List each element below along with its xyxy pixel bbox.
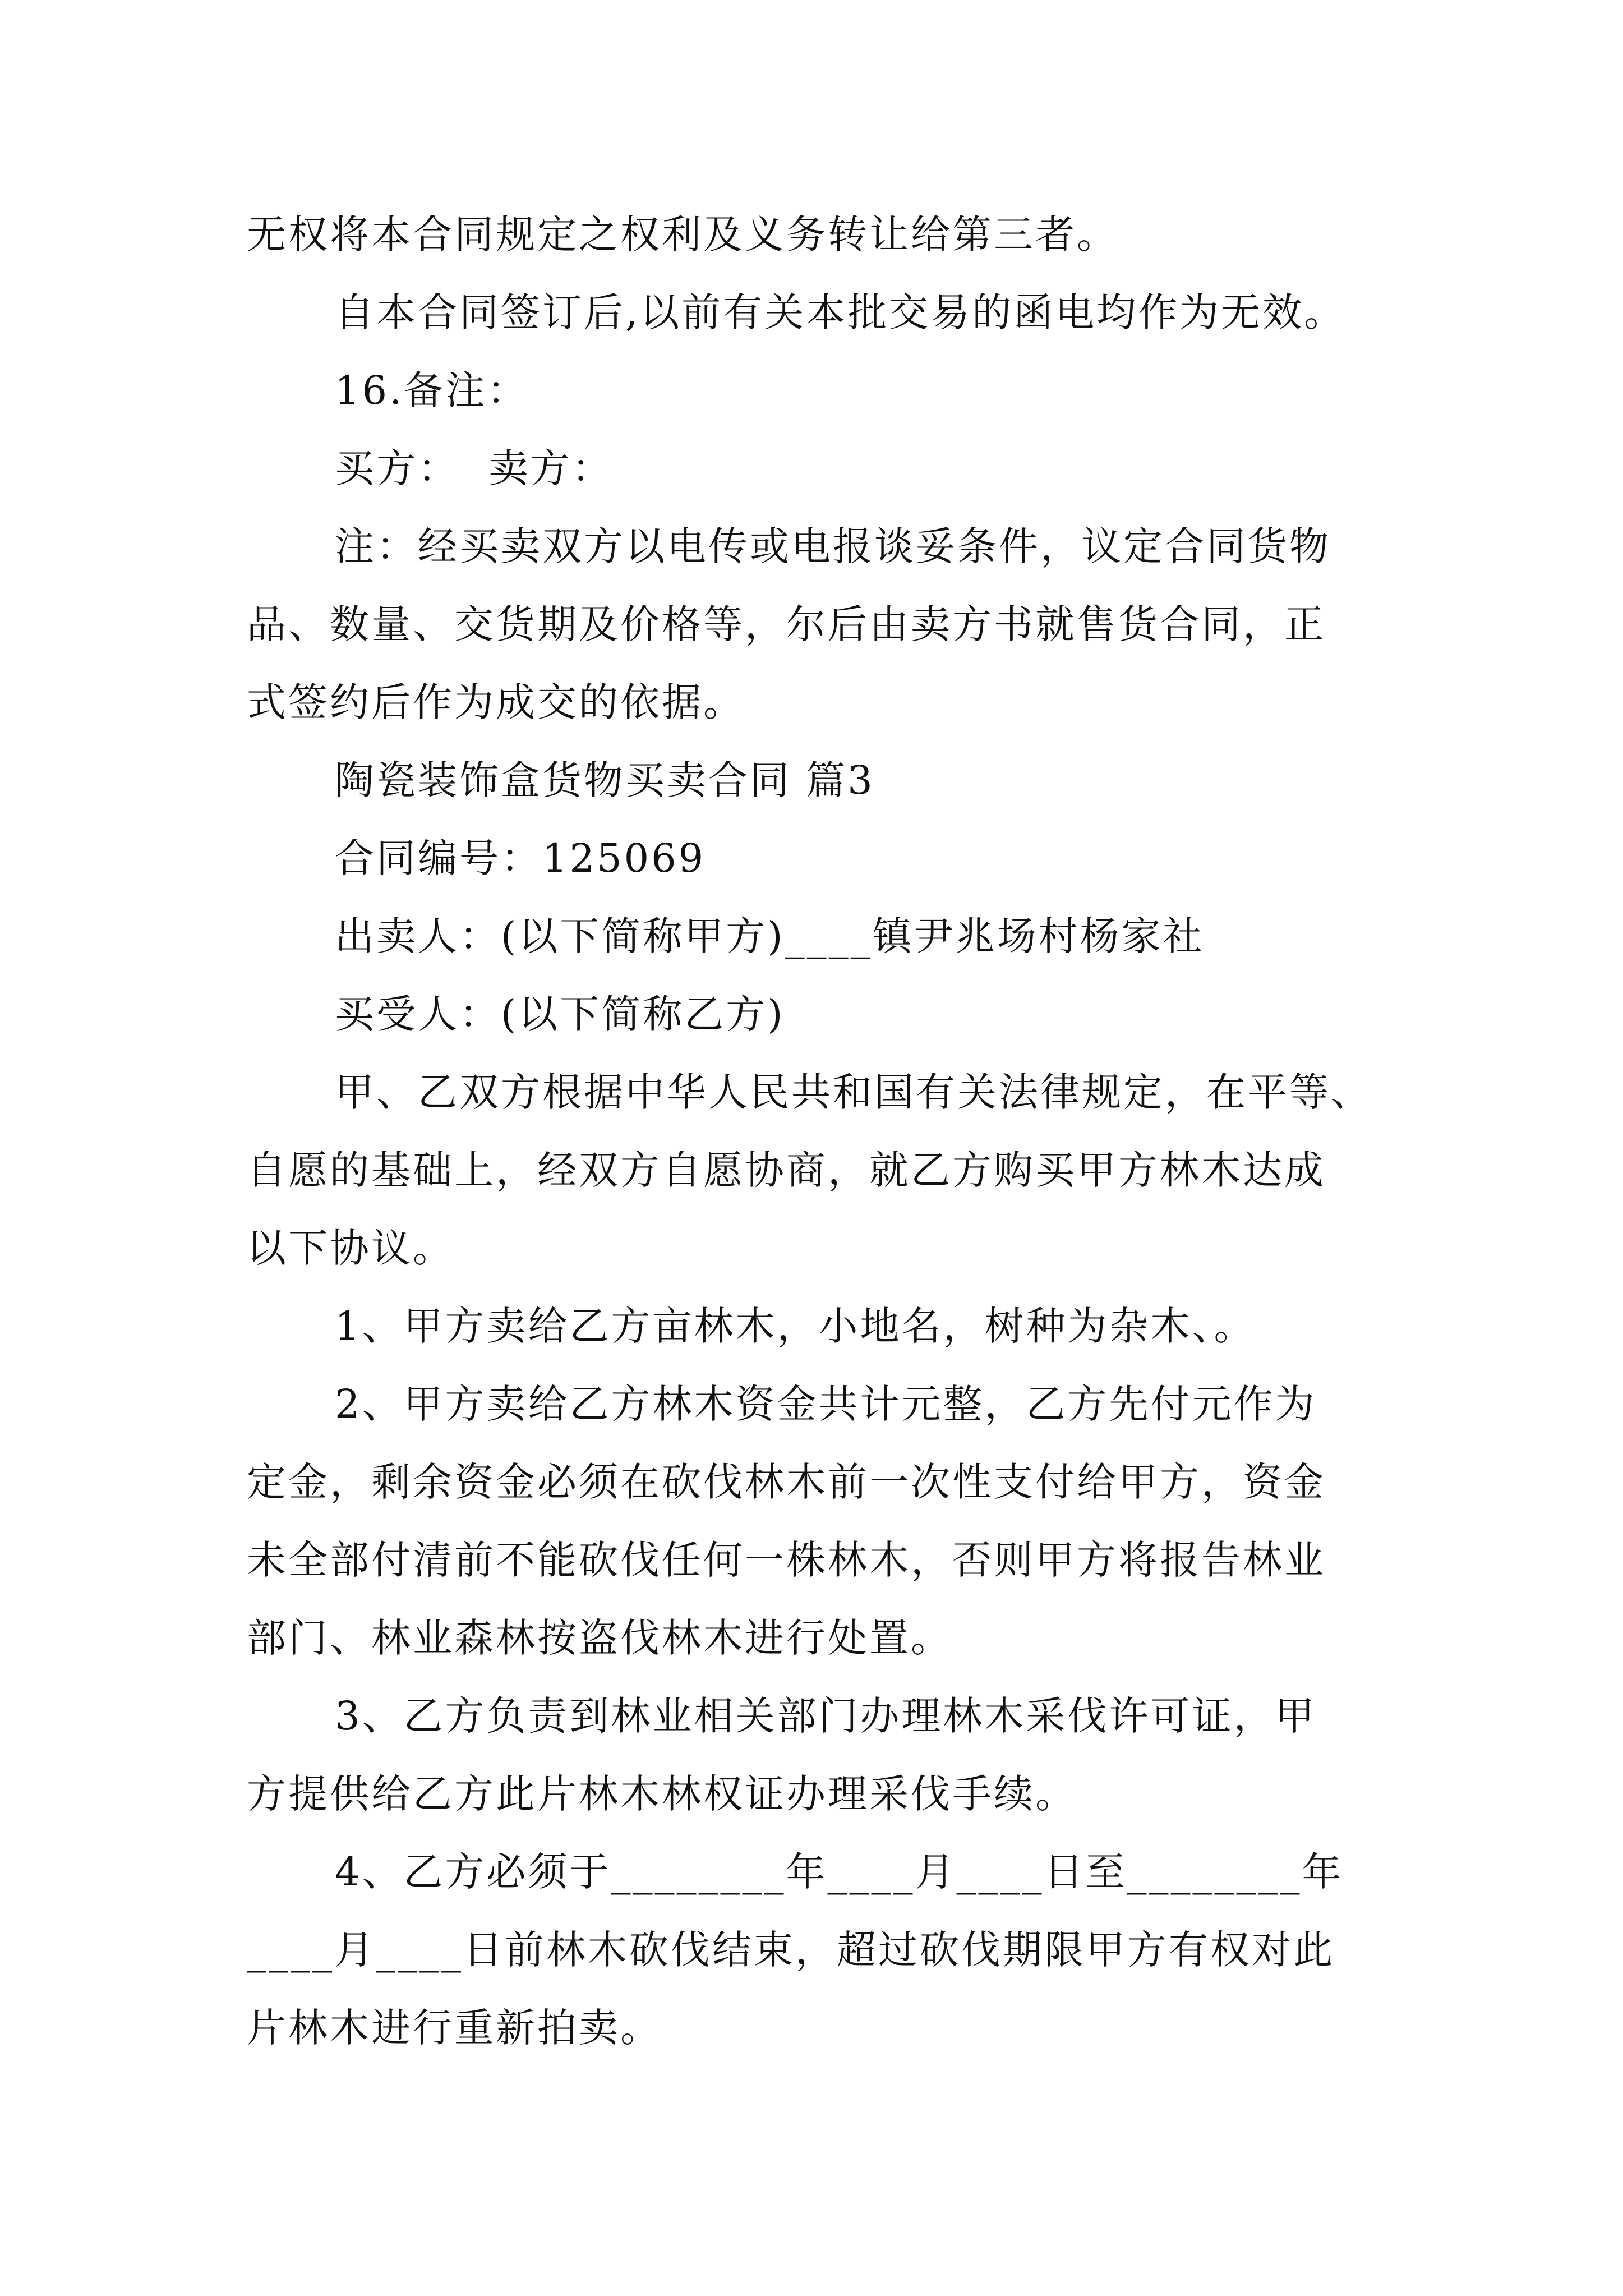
text-line: 甲、乙双方根据中华人民共和国有关法律规定，在平等、 (335, 1069, 1372, 1115)
text-line: 自本合同签订后,以前有关本批交易的函电均作为无效。 (335, 289, 1346, 335)
section-heading: 陶瓷装饰盒货物买卖合同 篇3 (335, 757, 875, 803)
text-line: 定金，剩余资金必须在砍伐林木前一次性支付给甲方，资金 (247, 1459, 1326, 1505)
text-line: 以下协议。 (247, 1225, 454, 1271)
text-line: 16.备注： (335, 367, 529, 413)
text-line: 品、数量、交货期及价格等，尔后由卖方书就售货合同，正 (247, 601, 1326, 647)
text-line: 4、乙方必须于________年____月____日至________年 (335, 1849, 1344, 1895)
text-line: 部门、林业森林按盗伐林木进行处置。 (247, 1615, 952, 1661)
text-line: 买受人：(以下简称乙方) (335, 991, 785, 1037)
text-line: 2、甲方卖给乙方林木资金共计元整，乙方先付元作为 (335, 1381, 1317, 1427)
text-line: 方提供给乙方此片林木林权证办理采伐手续。 (247, 1771, 1077, 1817)
text-line: 未全部付清前不能砍伐任何一株林木，否则甲方将报告林业 (247, 1537, 1326, 1583)
text-line: 合同编号：125069 (335, 835, 706, 881)
text-line: ____月____日前林木砍伐结束，超过砍伐期限甲方有权对此 (247, 1927, 1335, 1973)
text-line: 片林木进行重新拍卖。 (247, 2005, 662, 2051)
text-line: 注：经买卖双方以电传或电报谈妥条件，议定合同货物 (335, 523, 1331, 569)
text-line: 1、甲方卖给乙方亩林木，小地名，树种为杂木、。 (335, 1303, 1256, 1349)
text-line: 买方： 卖方： (335, 445, 614, 491)
text-line: 自愿的基础上，经双方自愿协商，就乙方购买甲方林木达成 (247, 1147, 1326, 1193)
text-line: 式签约后作为成交的依据。 (247, 679, 745, 725)
text-line: 3、乙方负责到林业相关部门办理林木采伐许可证，甲 (335, 1693, 1317, 1739)
text-line: 出卖人：(以下简称甲方)____镇尹兆场村杨家社 (335, 913, 1205, 959)
text-line: 无权将本合同规定之权利及义务转让给第三者。 (247, 211, 1118, 257)
